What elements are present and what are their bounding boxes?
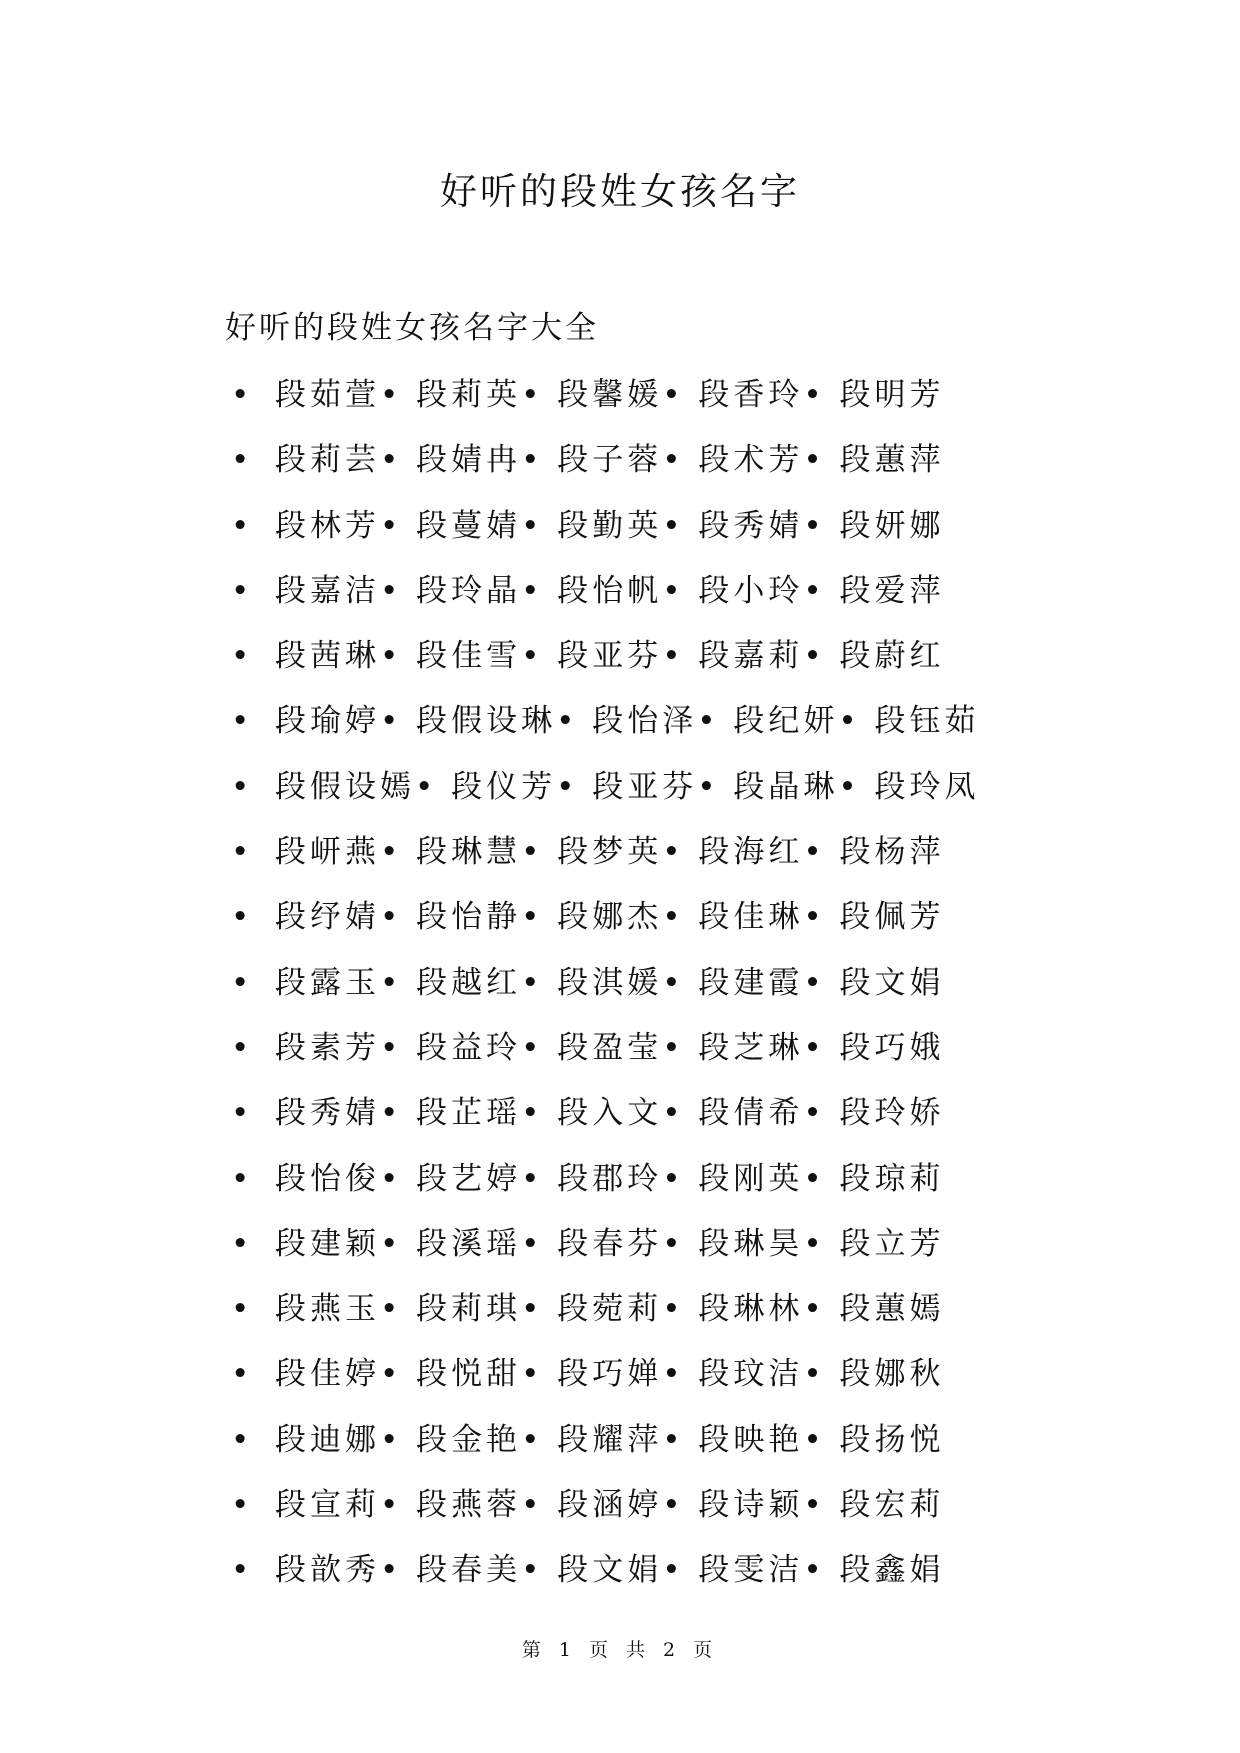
bullet-icon: • xyxy=(231,1421,254,1458)
bullet-icon: • xyxy=(231,964,254,1001)
name-row-text: 段宣莉• 段燕蓉• 段涵婷• 段诗颖• 段宏莉 xyxy=(275,1487,945,1524)
bullet-icon: • xyxy=(231,768,254,805)
bullet-icon: • xyxy=(231,834,254,871)
name-row-text: 段燕玉• 段莉琪• 段菀莉• 段琳林• 段蕙嫣 xyxy=(275,1291,945,1328)
list-item xyxy=(225,1287,1025,1352)
name-row-text: 段歆秀• 段春美• 段文娟• 段雯洁• 段鑫娟 xyxy=(275,1552,945,1589)
bullet-icon: • xyxy=(231,377,254,413)
list-item xyxy=(225,1222,1025,1287)
list-item xyxy=(225,1157,1025,1222)
name-row-text: 段莉芸• 段婧冉• 段子蓉• 段术芳• 段蕙萍 xyxy=(275,442,945,479)
name-list xyxy=(225,373,1025,1614)
list-item xyxy=(225,438,1025,503)
bullet-icon: • xyxy=(231,1225,254,1262)
name-row-text: 段素芳• 段益玲• 段盈莹• 段芝琳• 段巧娥 xyxy=(275,1029,945,1066)
name-row-text: 段嘉洁• 段玲晶• 段怡帆• 段小玲• 段爱萍 xyxy=(275,572,945,609)
bullet-icon: • xyxy=(231,1356,254,1393)
list-item xyxy=(225,1418,1025,1483)
name-row-text: 段茜琳• 段佳雪• 段亚芬• 段嘉莉• 段蔚红 xyxy=(275,638,945,675)
name-row-text: 段瑜婷• 段假设琳• 段怡泽• 段纪妍• 段钰茹 xyxy=(275,703,980,740)
bullet-icon: • xyxy=(231,1095,254,1132)
name-row-text: 段迪娜• 段金艳• 段耀萍• 段映艳• 段扬悦 xyxy=(275,1421,945,1458)
page-number-footer: 第 1 页 共 2 页 xyxy=(521,1639,719,1661)
name-row-text: 段怡俊• 段艺婷• 段郡玲• 段刚英• 段琼莉 xyxy=(275,1160,945,1197)
list-item xyxy=(225,1091,1025,1156)
name-row-text: 段露玉• 段越红• 段淇媛• 段建霞• 段文娟 xyxy=(275,964,945,1001)
bullet-icon: • xyxy=(231,572,254,609)
bullet-icon: • xyxy=(231,1291,254,1328)
document-title: 好听的段姓女孩名字 xyxy=(440,170,800,213)
list-item xyxy=(225,1352,1025,1417)
list-item xyxy=(225,504,1025,569)
bullet-icon: • xyxy=(231,507,254,544)
name-row-text: 段纾婧• 段怡静• 段娜杰• 段佳琳• 段佩芳 xyxy=(275,899,945,936)
name-row-text: 段林芳• 段蔓婧• 段勤英• 段秀婧• 段妍娜 xyxy=(275,507,945,544)
list-item xyxy=(225,830,1025,895)
name-row-text: 段建颖• 段溪瑶• 段春芬• 段琳昊• 段立芳 xyxy=(275,1225,945,1262)
list-item xyxy=(225,1026,1025,1091)
bullet-icon: • xyxy=(231,1160,254,1197)
bullet-icon: • xyxy=(231,1029,254,1066)
bullet-icon: • xyxy=(231,1487,254,1524)
bullet-icon: • xyxy=(231,442,254,479)
list-item xyxy=(225,373,1025,438)
bullet-icon: • xyxy=(231,1552,254,1589)
list-item xyxy=(225,765,1025,830)
bullet-icon: • xyxy=(231,638,254,675)
list-item xyxy=(225,699,1025,764)
bullet-icon: • xyxy=(231,703,254,740)
name-row-text: 段佳婷• 段悦甜• 段巧婵• 段玟洁• 段娜秋 xyxy=(275,1356,945,1393)
list-item xyxy=(225,1548,1025,1613)
name-row-text: 段秀婧• 段芷瑶• 段入文• 段倩希• 段玲娇 xyxy=(275,1095,945,1132)
list-item xyxy=(225,1483,1025,1548)
list-item xyxy=(225,569,1025,634)
list-item xyxy=(225,961,1025,1026)
name-row-text: 段假设嫣• 段仪芳• 段亚芬• 段晶琳• 段玲凤 xyxy=(275,768,980,805)
list-item xyxy=(225,895,1025,960)
name-row-text: 段岍燕• 段琳慧• 段梦英• 段海红• 段杨萍 xyxy=(275,834,945,871)
list-item xyxy=(225,634,1025,699)
bullet-icon: • xyxy=(231,899,254,936)
section-heading: 好听的段姓女孩名字大全 xyxy=(225,310,599,346)
name-row-text: 段茹萱• 段莉英• 段馨媛• 段香玲• 段明芳 xyxy=(275,377,945,413)
